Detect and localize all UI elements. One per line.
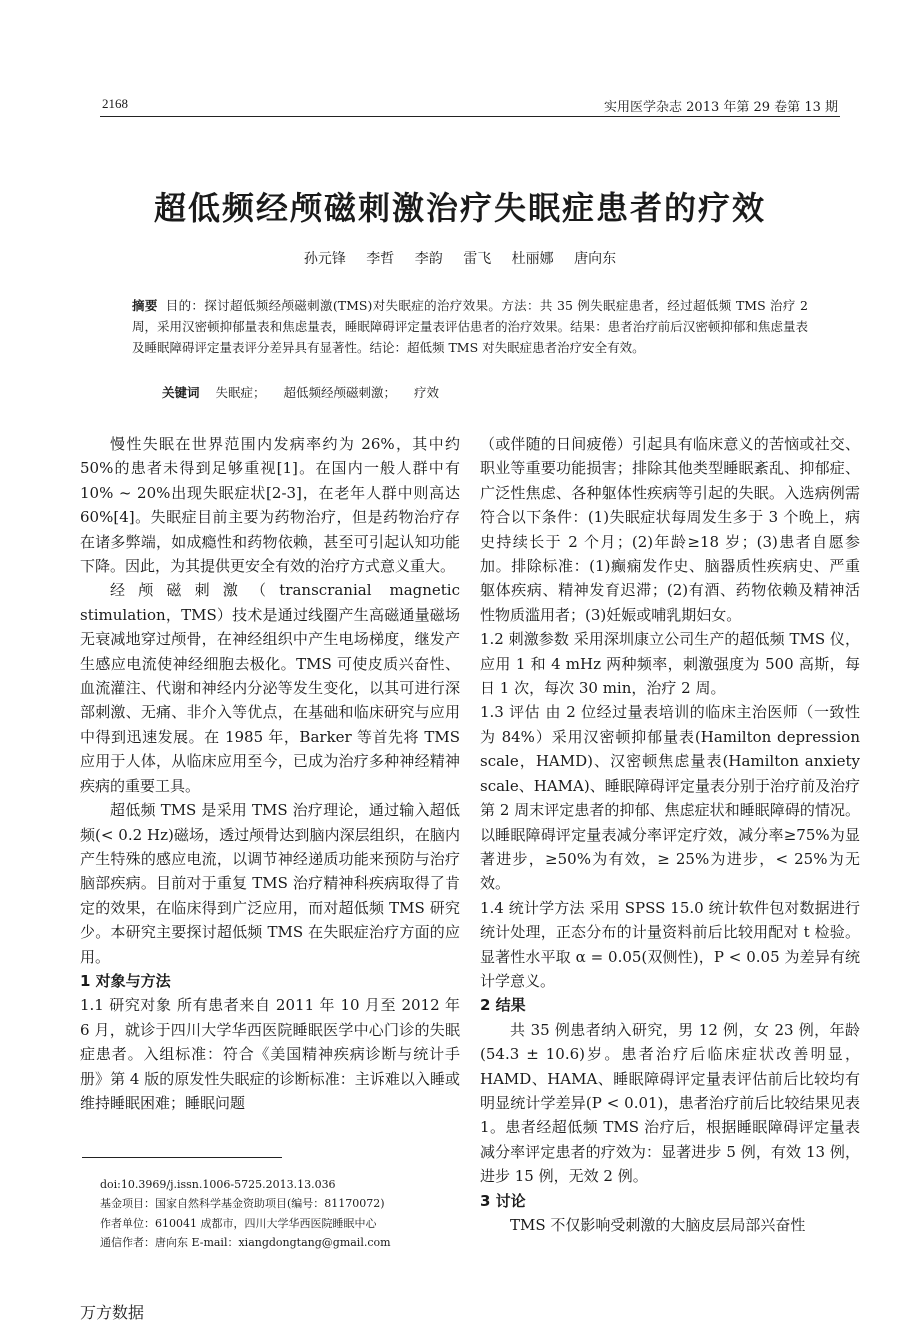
page-number: 2168 [102,96,128,111]
author-list: 孙元锋 李哲 李韵 雷飞 杜丽娜 唐向东 [303,251,617,267]
paper-title: 超低频经颅磁刺激治疗失眠症患者的疗效 [153,189,766,227]
body-paragraph: 慢性失眠在世界范围内发病率约为 26%，其中约 50%的患者未得到足够重视[1]。在国内一般人群中有 10% ~ 20%出现失眠症状[2-3]，在老年人群中则高达 60%[4]。失眠症目前主要为药物治疗，但是药物治疗存在诸多弊端，如成瘾性和药物依赖，甚至可引起认知功能下降。因此，为其提供更安全有效的治疗方式意义重大。 [80,435,460,576]
keywords [162,382,453,403]
header-rule [100,116,840,117]
body-paragraph: 1.2 刺激参数 采用深圳康立公司生产的超低频 TMS 仪，应用 1 和 4 mHz 两种频率，刺激强度为 500 高斯，每日 1 次，每次 30 min，治疗 2 周。 [480,630,860,698]
keywords-label: 关键词 [162,385,200,400]
body-paragraph: 1.3 评估 由 2 位经过量表培训的临床主治医师（一致性为 84%）采用汉密顿抑郁量表(Hamilton depression scale，HAMD)、汉密顿焦虑量表(Hamilton anxiety scale、HAMA)、睡眠障碍评定量表分别于治疗前及治疗第 2 周末评定患者的抑郁、焦虑症状和睡眠障碍的情况。以睡眠障碍评定量表减分率评定疗效，减分率≥75%为显著进步，≥50%为有效，≥ 25%为进步，< 25%为无效。 [480,703,860,893]
doi-line: doi:10.3969/j.issn.1006-5725.2013.13.036 [100,1178,336,1191]
footnote-rule [82,1157,282,1158]
keyword-item: 失眠症； [215,385,266,400]
body-paragraph: 1.1 研究对象 所有患者来自 2011 年 10 月至 2012 年 6 月，就诊于四川大学华西医院睡眠医学中心门诊的失眠症患者。入组标准：符合《美国精神疾病诊断与统计手册》第 4 版的原发性失眠症的诊断标准：主诉难以入睡或维持睡眠困难；睡眠问题 [80,996,460,1112]
body-paragraph: 经颅磁刺激（transcranial magnetic stimulation，TMS）技术是通过线圈产生高磁通量磁场无衰减地穿过颅骨，在神经组织中产生电场梯度，继发产生感应电流使神经细胞去极化。TMS 可使皮质兴奋性、血流灌注、代谢和神经内分泌等发生变化，以其可进行深部刺激、无痛、非介入等优点，在基础和临床研究与应用中得到迅速发展。在 1985 年，Barker 等首先将 TMS 应用于人体，从临床应用至今，已成为治疗多种神经精神疾病的重要工具。 [80,581,460,795]
watermark-text: 万方数据 [80,1303,145,1322]
body-paragraph: 共 35 例患者纳入研究，男 12 例，女 23 例，年龄(54.3 ± 10.6)岁。患者治疗后临床症状改善明显，HAMD、HAMA、睡眠障碍评定量表评估前后比较均有明显统计学差异(P < 0.01)，患者治疗前后比较结果见表 1。患者经超低频 TMS 治疗后，根据睡眠障碍评定量表减分率评定患者的疗效为：显著进步 5 例，有效 13 例，进步 15 例，无效 2 例。 [480,1020,860,1186]
body-paragraph: TMS 不仅影响受刺激的大脑皮层局部兴奋性 [510,1216,806,1234]
footnotes [100,1175,391,1253]
abstract [132,295,808,358]
fund-line: 基金项目：国家自然科学基金资助项目(编号：81170072) [100,1197,385,1211]
abstract-text: 目的：探讨超低频经颅磁刺激(TMS)对失眠症的治疗效果。方法：共 35 例失眠症患者，经过超低频 TMS 治疗 2 周，采用汉密顿抑郁量表和焦虑量表，睡眠障碍评定量表评估患者的治疗效果。结果：患者治疗前后汉密顿抑郁和焦虑量表及睡眠障碍评定量表评分差异具有显著性。结论：超低频 TMS 对失眠症患者治疗安全有效。 [132,298,808,355]
keyword-item: 超低频经颅磁刺激； [283,385,397,400]
journal-header: 实用医学杂志 2013 年第 29 卷第 13 期 [604,100,838,115]
corresponding-author-line: 通信作者：唐向东 E-mail：xiangdongtang@gmail.com [100,1236,391,1250]
body-paragraph: 1.4 统计学方法 采用 SPSS 15.0 统计软件包对数据进行统计处理，正态分布的计量资料前后比较用配对 t 检验。显著性水平取 α = 0.05(双侧性)，P < 0.05 为差异有统计学意义。 [480,898,860,990]
body-paragraph: （或伴随的日间疲倦）引起具有临床意义的苦恼或社交、职业等重要功能损害；排除其他类型睡眠紊乱、抑郁症、广泛性焦虑、各种躯体性疾病等引起的失眠。入选病例需符合以下条件：(1)失眠症状每周发生多于 3 个晚上，病史持续长于 2 个月；(2)年龄≥18 岁；(3)患者自愿参加。排除标准：(1)癫痫发作史、脑器质性疾病史、严重躯体疾病、精神发育迟滞；(2)有酒、药物依赖及精神活性物质滥用者；(3)妊娠或哺乳期妇女。 [480,435,860,624]
left-column [80,432,460,1115]
affiliation-line: 作者单位：610041 成都市，四川大学华西医院睡眠中心 [100,1216,377,1230]
right-column [480,432,860,1237]
section-heading: 3 讨论 [480,1191,526,1210]
abstract-label: 摘要 [132,298,158,313]
section-heading: 2 结果 [480,996,526,1015]
section-heading: 1 对象与方法 [80,971,171,990]
body-paragraph: 超低频 TMS 是采用 TMS 治疗理论，通过输入超低频(< 0.2 Hz)磁场，透过颅骨达到脑内深层组织，在脑内产生特殊的感应电流，以调节神经递质功能来预防与治疗脑部疾病。目前对于重复 TMS 治疗精神科疾病取得了肯定的效果，在临床得到广泛应用，而对超低频 TMS 研究少。本研究主要探讨超低频 TMS 在失眠症治疗方面的应用。 [80,801,460,966]
keyword-item: 疗效 [414,385,440,400]
